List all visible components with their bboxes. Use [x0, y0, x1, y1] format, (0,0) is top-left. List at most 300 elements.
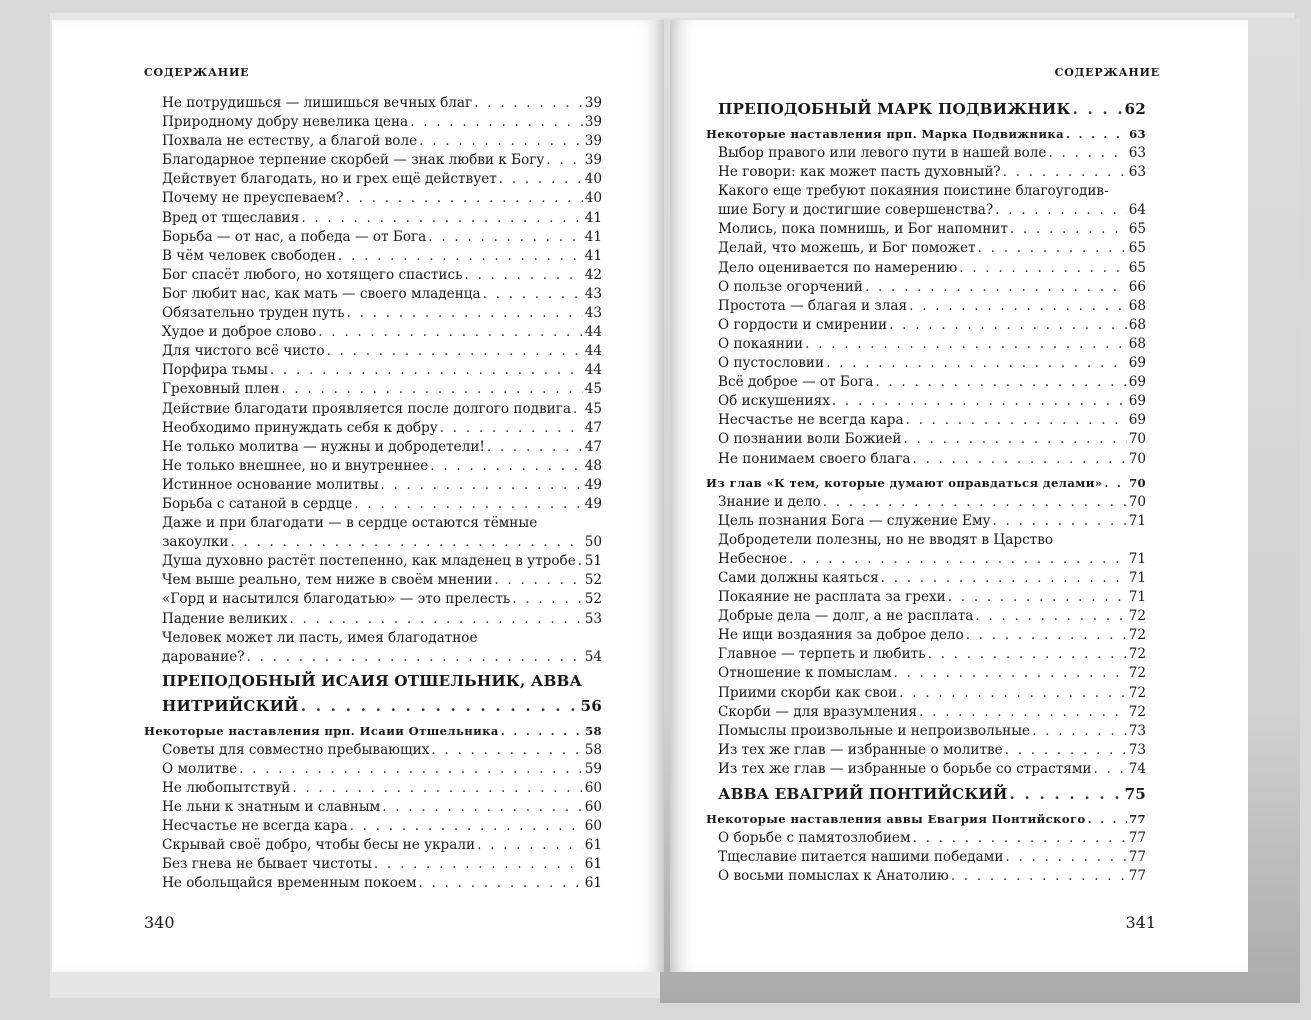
toc-entry[interactable] — [162, 798, 602, 817]
toc-entry-page: 77 — [1128, 868, 1146, 885]
toc-entry-page: 75 — [1124, 785, 1146, 803]
toc-entry[interactable] — [718, 684, 1146, 703]
toc-entry-page: 68 — [1128, 297, 1146, 314]
running-header: СОДЕРЖАНИЕ — [144, 66, 250, 79]
toc-entry-title: Порфира тьмы — [162, 362, 268, 379]
toc-entry-title: Всё доброе — от Бога — [718, 374, 874, 391]
toc-entry-page: 40 — [584, 190, 602, 207]
toc-subsection[interactable] — [144, 722, 602, 741]
toc-entry-title: Тщеславие питается нашими победами — [718, 849, 1004, 866]
dot-leader — [546, 151, 582, 170]
toc-entry[interactable] — [162, 94, 602, 113]
toc-entry[interactable] — [162, 741, 602, 760]
toc-entry-page: 66 — [1128, 278, 1146, 295]
toc-entry-page: 47 — [584, 419, 602, 436]
toc-entry-title: Не ищи воздаяния за доброе дело — [718, 627, 964, 644]
toc-entry[interactable] — [162, 132, 602, 151]
toc-entry[interactable] — [718, 430, 1146, 449]
toc-entry-page: 58 — [584, 741, 602, 758]
dot-leader — [823, 493, 1127, 512]
toc-entry-title: Благодарное терпение скорбей — знак любви к Богу — [162, 152, 545, 169]
toc-entry[interactable] — [718, 588, 1146, 607]
toc-entry-page: 48 — [584, 457, 602, 474]
toc-entry-page: 45 — [584, 381, 602, 398]
toc-entry[interactable] — [162, 113, 602, 132]
toc-entry-title: Вред от тщеславия — [162, 209, 300, 226]
toc-entry-title: Знание и дело — [718, 493, 821, 510]
dot-leader — [419, 132, 583, 151]
toc-entry[interactable] — [718, 569, 1146, 588]
toc-entry[interactable] — [718, 722, 1146, 741]
toc-entry-title: Бог любит нас, как мать — своего младенца — [162, 285, 481, 302]
toc-entry-title: Обязательно труден путь — [162, 305, 345, 322]
dot-leader — [430, 457, 582, 476]
toc-entry-title: Скрывай своё добро, чтобы бесы не украли — [162, 837, 476, 854]
dot-leader — [889, 316, 1127, 335]
dot-leader — [913, 829, 1127, 848]
dot-leader — [789, 550, 1127, 569]
toc-entry-title: Дело оценивается по намерению — [718, 259, 958, 276]
toc-entry-page: 63 — [1128, 145, 1146, 161]
toc-entry-title: Не только внешнее, но и внутреннее — [162, 457, 429, 474]
toc-entry-title: Скорби — для вразумления — [718, 703, 917, 720]
dot-leader — [465, 266, 583, 285]
toc-entry-title: Греховный плен — [162, 381, 280, 398]
toc-entry[interactable] — [162, 400, 602, 419]
toc-entry[interactable] — [718, 411, 1146, 430]
dot-leader — [318, 323, 582, 342]
dot-leader — [959, 259, 1126, 278]
toc-entry-page: 70 — [1128, 431, 1146, 448]
toc-entry-page: 61 — [584, 856, 602, 873]
toc-entry[interactable] — [162, 266, 602, 285]
toc-entry-title: Из тех же глав — избранные о молитве — [718, 741, 1003, 758]
toc-entry-title: Похвала не естеству, а благой воле — [162, 133, 418, 150]
toc-entry[interactable] — [718, 741, 1146, 760]
toc-entry[interactable] — [718, 703, 1146, 722]
toc-entry-title: О покаянии — [718, 335, 804, 352]
table-of-contents-right — [706, 94, 1146, 886]
dot-leader — [951, 867, 1127, 886]
page-number: 341 — [1125, 913, 1156, 932]
dot-leader — [805, 335, 1127, 354]
toc-entry[interactable] — [162, 648, 602, 667]
dot-leader — [338, 247, 583, 266]
dot-leader — [292, 779, 582, 798]
toc-entry[interactable] — [718, 201, 1146, 220]
dot-leader — [474, 94, 583, 113]
toc-entry[interactable] — [718, 493, 1146, 512]
dot-leader — [1048, 144, 1126, 163]
toc-entry-page: 74 — [1128, 760, 1146, 777]
dot-leader — [1104, 474, 1127, 493]
toc-entry-title: Несчастье не всегда кара — [718, 412, 904, 429]
toc-entry-title: Приими скорби как свои — [718, 684, 898, 701]
toc-entry[interactable] — [718, 239, 1146, 258]
toc-entry[interactable] — [162, 170, 602, 189]
toc-entry-page: 72 — [1128, 703, 1146, 720]
toc-entry-page: 43 — [584, 285, 602, 302]
toc-subsection[interactable] — [706, 474, 1146, 493]
toc-entry-title: Борьба с сатаной в сердце — [162, 495, 353, 512]
dot-leader — [865, 278, 1127, 297]
toc-entry[interactable] — [162, 855, 602, 874]
toc-entry-page: 51 — [584, 553, 602, 570]
dot-leader — [499, 170, 583, 189]
toc-entry[interactable] — [162, 209, 602, 228]
dot-leader — [978, 239, 1127, 258]
dot-leader — [1005, 848, 1126, 867]
toc-entry-title: ПРЕПОДОБНЫЙ МАРК ПОДВИЖНИК — [718, 100, 1071, 118]
toc-entry-title: Простота — благая и злая — [718, 297, 908, 314]
dot-leader — [909, 297, 1127, 316]
dot-leader — [904, 430, 1127, 449]
toc-entry-page: 73 — [1128, 741, 1146, 758]
toc-entry-page: 71 — [1128, 589, 1146, 606]
toc-entry-page: 61 — [584, 837, 602, 854]
dot-leader — [374, 855, 583, 874]
toc-entry-first-line: Человек может ли пасть, имея благодатное — [162, 629, 478, 646]
dot-leader — [826, 354, 1127, 373]
toc-section[interactable] — [718, 784, 1146, 805]
toc-entry-title: Действует благодать, но и грех ещё действует — [162, 171, 497, 188]
running-header: СОДЕРЖАНИЕ — [1054, 66, 1160, 79]
toc-entry-title: Не говори: как может пасть духовный? — [718, 164, 1001, 181]
dot-leader — [428, 228, 582, 247]
toc-entry-page: 39 — [584, 95, 602, 111]
toc-entry[interactable] — [718, 512, 1146, 531]
toc-entry-page: 68 — [1128, 316, 1146, 333]
toc-section[interactable] — [718, 99, 1146, 120]
toc-entry-page: 61 — [584, 875, 602, 892]
toc-entry[interactable] — [162, 552, 602, 571]
dot-leader — [281, 380, 582, 399]
toc-entry[interactable] — [162, 610, 602, 629]
toc-entry-page: 60 — [584, 818, 602, 835]
toc-entry-page: 72 — [1128, 627, 1146, 644]
toc-entry-title: Без гнева не бывает чистоты — [162, 856, 372, 873]
toc-entry-page: 44 — [584, 343, 602, 360]
toc-entry-page: 39 — [584, 133, 602, 150]
toc-entry-page: 59 — [584, 760, 602, 777]
toc-entry-page: 44 — [584, 324, 602, 341]
toc-entry-title: Сами должны каяться — [718, 569, 879, 586]
toc-entry-title: Небесное — [718, 550, 788, 567]
toc-entry-page: 68 — [1128, 335, 1146, 352]
toc-entry-page: 45 — [584, 400, 602, 417]
toc-entry-page: 50 — [584, 534, 602, 551]
toc-entry[interactable] — [162, 590, 602, 609]
toc-entry-title: «Горд и насытился благодатью» — это прелесть — [162, 591, 511, 608]
toc-entry-page: 65 — [1128, 221, 1146, 238]
toc-entry-page: 56 — [580, 696, 602, 715]
toc-entry-title: Почему не преуспеваем? — [162, 190, 344, 207]
toc-entry[interactable] — [718, 829, 1146, 848]
toc-entry-page: 72 — [1128, 665, 1146, 682]
right-page — [670, 20, 1248, 972]
toc-entry-page: 40 — [584, 171, 602, 188]
toc-entry[interactable] — [162, 817, 602, 836]
dot-leader — [1088, 810, 1127, 829]
toc-entry[interactable] — [718, 278, 1146, 297]
toc-entry[interactable] — [718, 392, 1146, 411]
toc-entry[interactable] — [718, 664, 1146, 683]
dot-leader — [1005, 741, 1127, 760]
toc-entry-first-line: Добродетели полезны, но не вводят в Царство — [718, 531, 1054, 548]
dot-leader — [354, 495, 582, 514]
toc-entry-page: 71 — [1128, 569, 1146, 586]
dot-leader — [501, 722, 583, 741]
toc-entry-title: Молись, пока помнишь, и Бог напомнит — [718, 221, 1008, 238]
toc-entry[interactable] — [162, 495, 602, 514]
toc-entry-page: 71 — [1128, 550, 1146, 567]
dot-leader — [301, 209, 582, 228]
toc-entry[interactable] — [162, 419, 602, 438]
dot-leader — [1003, 163, 1127, 182]
toc-entry-title: О молитве — [162, 760, 238, 777]
toc-entry[interactable] — [162, 779, 602, 798]
dot-leader — [380, 476, 582, 495]
dot-leader — [919, 703, 1127, 722]
toc-entry-page: 70 — [1128, 493, 1146, 510]
dot-leader — [289, 610, 582, 629]
dot-leader — [483, 285, 583, 304]
dot-leader — [881, 569, 1127, 588]
dot-leader — [912, 450, 1126, 469]
dot-leader — [301, 696, 579, 717]
toc-entry-title: Из глав «К тем, которые думают оправдаться делами» — [706, 475, 1103, 490]
toc-entry[interactable] — [718, 760, 1146, 779]
dot-leader — [875, 373, 1126, 392]
dot-leader — [1066, 125, 1127, 144]
toc-entry[interactable] — [718, 163, 1146, 182]
toc-entry-title: В чём человек свободен — [162, 247, 336, 264]
toc-entry-page: 41 — [584, 247, 602, 264]
toc-entry-title: Об искушениях — [718, 393, 830, 410]
toc-entry-page: 44 — [584, 362, 602, 379]
toc-entry-page: 52 — [584, 591, 602, 608]
toc-entry-title: Некоторые наставления аввы Евагрия Понтийского — [706, 812, 1086, 826]
dot-leader — [906, 411, 1127, 430]
toc-entry[interactable] — [162, 189, 602, 208]
dot-leader — [477, 836, 583, 855]
toc-entry[interactable] — [162, 228, 602, 247]
dot-leader — [419, 874, 583, 893]
toc-entry[interactable] — [162, 342, 602, 361]
toc-entry-title: Добрые дела — долг, а не расплата — [718, 608, 974, 625]
toc-entry-title: Выбор правого или левого пути в нашей воле — [718, 145, 1047, 161]
toc-entry-title: Бог спасёт любого, но хотящего спастись — [162, 266, 463, 283]
toc-entry-page: 72 — [1128, 608, 1146, 625]
dot-leader — [1032, 722, 1127, 741]
toc-entry[interactable] — [718, 335, 1146, 354]
dot-leader — [270, 361, 583, 380]
toc-entry-page: 70 — [1129, 475, 1146, 490]
toc-entry-page: 72 — [1128, 646, 1146, 663]
toc-entry[interactable] — [718, 645, 1146, 664]
toc-entry-title: О восьми помыслах к Анатолию — [718, 868, 949, 885]
table-of-contents-left — [144, 94, 602, 894]
toc-entry-title: Некоторые наставления прп. Марка Подвижника — [706, 127, 1065, 141]
toc-entry-title: Для чистого всё чисто — [162, 343, 325, 360]
dot-leader — [832, 392, 1127, 411]
toc-entry-title: Не обольщайся временным покоем — [162, 875, 417, 892]
dot-leader — [440, 419, 583, 438]
dot-leader — [893, 664, 1126, 683]
toc-entry-page: 77 — [1128, 830, 1146, 846]
toc-entry-first-line: Даже и при благодати — в сердце остаются тёмные — [162, 515, 538, 532]
toc-entry-title: Не понимаем своего блага — [718, 450, 911, 467]
toc-entry-title: О познании воли Божией — [718, 431, 902, 448]
dot-leader — [247, 648, 583, 667]
toc-entry[interactable] — [718, 297, 1146, 316]
toc-entry-title: закоулки — [162, 534, 229, 551]
toc-entry-page: 42 — [584, 266, 602, 283]
toc-entry-title: Необходимо принуждать себя к добру — [162, 419, 438, 436]
toc-entry-page: 71 — [1128, 512, 1146, 529]
toc-entry[interactable] — [718, 220, 1146, 239]
toc-entry-page: 49 — [584, 495, 602, 512]
toc-entry[interactable] — [718, 867, 1146, 886]
dot-leader — [948, 588, 1127, 607]
dot-leader — [1010, 220, 1127, 239]
toc-entry-page: 47 — [584, 438, 602, 455]
toc-entry-title: Душа духовно растёт постепенно, как младенец в утробе — [162, 553, 576, 570]
toc-entry-title: О пустословии — [718, 355, 825, 372]
toc-section[interactable] — [162, 696, 602, 717]
toc-entry[interactable] — [718, 848, 1146, 867]
toc-entry-page: 41 — [584, 209, 602, 226]
toc-entry-page: 73 — [1128, 722, 1146, 739]
toc-entry[interactable] — [162, 476, 602, 495]
toc-entry-title: НИТРИЙСКИЙ — [162, 696, 299, 715]
toc-entry[interactable] — [718, 607, 1146, 626]
dot-leader — [578, 552, 583, 571]
toc-entry[interactable] — [718, 259, 1146, 278]
dot-leader — [347, 304, 583, 323]
toc-entry-page: 69 — [1128, 355, 1146, 372]
toc-entry[interactable] — [162, 304, 602, 323]
toc-subsection[interactable] — [706, 810, 1146, 829]
toc-entry-title: Цель познания Бога — служение Ему — [718, 512, 991, 529]
dot-leader — [346, 189, 583, 208]
toc-entry-page: 39 — [584, 114, 602, 131]
dot-leader — [239, 760, 583, 779]
toc-entry-first-line: ПРЕПОДОБНЫЙ ИСАИЯ ОТШЕЛЬНИК, АВВА — [162, 671, 583, 690]
toc-entry[interactable] — [162, 380, 602, 399]
toc-entry-title: Не льни к знатным и славным — [162, 799, 381, 816]
toc-entry-title: Несчастье не всегда кара — [162, 818, 348, 835]
dot-leader — [1010, 784, 1123, 805]
toc-entry-page: 70 — [1128, 450, 1146, 467]
toc-entry-title: АВВА ЕВАГРИЙ ПОНТИЙСКИЙ — [718, 785, 1008, 803]
toc-entry[interactable] — [718, 450, 1146, 469]
toc-entry[interactable] — [162, 361, 602, 380]
toc-entry[interactable] — [162, 836, 602, 855]
toc-entry[interactable] — [162, 874, 602, 893]
dot-leader — [928, 645, 1127, 664]
toc-entry-page: 49 — [584, 476, 602, 493]
toc-entry-title: Борьба — от нас, а победа — от Бога — [162, 228, 427, 245]
toc-entry-page: 65 — [1128, 259, 1146, 276]
toc-entry[interactable] — [718, 550, 1146, 569]
toc-entry[interactable] — [162, 285, 602, 304]
toc-entry-title: Из тех же глав — избранные о борьбе со страстями — [718, 760, 1092, 777]
toc-entry-title: Покаяние не расплата за грехи — [718, 589, 946, 606]
toc-entry[interactable] — [162, 438, 602, 457]
toc-entry-page: 65 — [1128, 240, 1146, 257]
toc-entry[interactable] — [162, 571, 602, 590]
toc-entry[interactable] — [718, 316, 1146, 335]
toc-entry-page: 63 — [1128, 164, 1146, 181]
toc-entry-title: О борьбе с памятозлобием — [718, 830, 911, 846]
toc-entry-title: Истинное основание молитвы — [162, 476, 379, 493]
toc-entry[interactable] — [718, 144, 1146, 163]
toc-entry[interactable] — [162, 457, 602, 476]
toc-entry-page: 69 — [1128, 412, 1146, 429]
toc-entry-page: 63 — [1129, 127, 1146, 141]
dot-leader — [382, 798, 582, 817]
toc-entry-title: Действие благодати проявляется после долгого подвига — [162, 400, 571, 417]
dot-leader — [573, 400, 583, 419]
dot-leader — [410, 113, 583, 132]
toc-entry-title: О пользе огорчений — [718, 278, 863, 295]
toc-entry-title: Не только молитва — нужны и добродетели! — [162, 438, 485, 455]
dot-leader — [975, 607, 1126, 626]
dot-leader — [1072, 99, 1122, 120]
dot-leader — [350, 817, 583, 836]
dot-leader — [494, 571, 582, 590]
toc-entry-title: О гордости и смирении — [718, 316, 888, 333]
toc-entry[interactable] — [718, 354, 1146, 373]
toc-entry-page: 54 — [584, 648, 602, 665]
toc-entry-title: Не любопытствуй — [162, 780, 291, 796]
toc-entry-page: 60 — [584, 799, 602, 816]
toc-entry[interactable] — [718, 626, 1146, 645]
toc-entry-title: Отношение к помыслам — [718, 665, 892, 682]
toc-entry-title: Не потрудишься — лишишься вечных благ — [162, 95, 473, 111]
toc-entry-page: 64 — [1128, 202, 1146, 219]
toc-entry-title: Падение великих — [162, 610, 288, 627]
toc-entry[interactable] — [162, 151, 602, 170]
dot-leader — [431, 741, 582, 760]
toc-entry-page: 77 — [1129, 812, 1146, 826]
toc-entry-page: 39 — [584, 152, 602, 169]
toc-entry-page: 58 — [585, 723, 602, 738]
dot-leader — [487, 438, 583, 457]
toc-entry[interactable] — [162, 760, 602, 779]
toc-subsection[interactable] — [706, 125, 1146, 144]
toc-entry-page: 69 — [1128, 374, 1146, 391]
toc-entry[interactable] — [162, 323, 602, 342]
dot-leader — [995, 201, 1127, 220]
toc-entry-title: Природному добру невелика цена — [162, 114, 409, 131]
toc-entry-title: Некоторые наставления прп. Исаии Отшельника — [144, 723, 499, 738]
toc-entry[interactable] — [162, 247, 602, 266]
toc-entry-page: 52 — [584, 572, 602, 589]
toc-entry[interactable] — [718, 373, 1146, 392]
toc-entry[interactable] — [162, 533, 602, 552]
dot-leader — [993, 512, 1127, 531]
page-number: 340 — [144, 913, 175, 932]
toc-entry-title: шие Богу и достигшие совершенства? — [718, 202, 994, 219]
toc-entry-page: 43 — [584, 305, 602, 322]
toc-entry-title: дарование? — [162, 648, 245, 665]
toc-entry-page: 41 — [584, 228, 602, 245]
toc-entry-title: Помыслы произвольные и непроизвольные — [718, 722, 1031, 739]
toc-entry-title: Советы для совместно пребывающих — [162, 741, 430, 758]
toc-entry-page: 62 — [1124, 100, 1146, 118]
